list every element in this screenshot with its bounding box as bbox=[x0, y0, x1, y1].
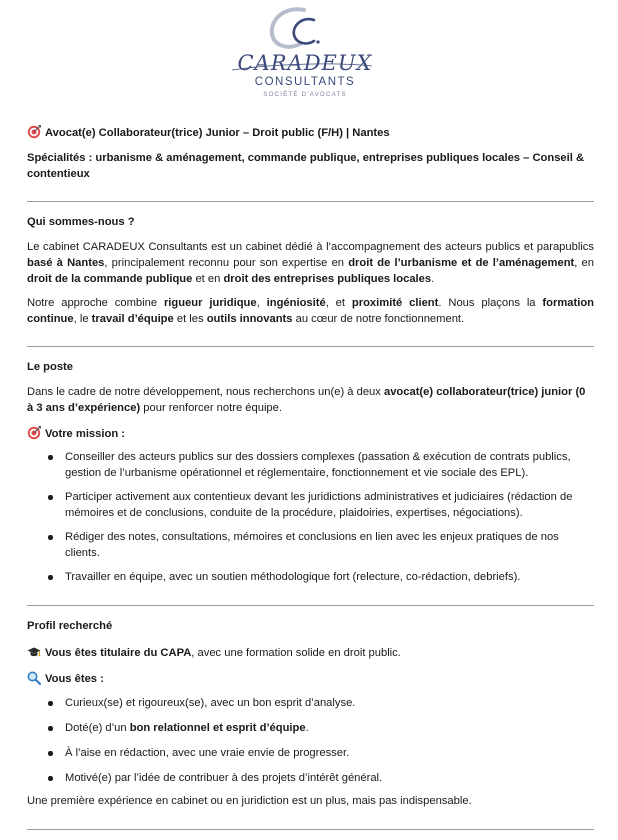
qualities-list bbox=[27, 695, 594, 786]
list-item: Curieux(se) et rigoureux(se), avec un bon esprit d’analyse. bbox=[27, 695, 594, 711]
specialties bbox=[27, 150, 594, 182]
logo-consultants: CONSULTANTS bbox=[254, 76, 356, 88]
specialties-text: Spécialités : urbanisme & aménagement, commande publique, entreprises publiques locales – Conseil & contentieux bbox=[27, 152, 585, 180]
section-heading-about: Qui sommes-nous ? bbox=[27, 216, 135, 228]
section-heading-profil: Profil recherché bbox=[27, 620, 113, 632]
divider bbox=[27, 201, 594, 202]
logo-name: CARADEUX bbox=[237, 51, 373, 75]
section-heading-poste: Le poste bbox=[27, 361, 74, 373]
logo-graphic bbox=[212, 4, 382, 102]
magnifier-icon bbox=[27, 671, 41, 685]
target-icon bbox=[27, 125, 41, 139]
about-paragraph-2: Notre approche combine rigueur juridique, ingéniosité, et proximité client. Nous plaçons la formation continue, le travail d’équipe et les outils innovants au cœur de notre fonctionnement. bbox=[27, 297, 595, 325]
list-item: Participer activement aux contentieux devant les juridictions administratives et judiciaires (rédaction de mémoires et de conclusions, conduite de la procédure, plaidoiries, expertises, négociations). bbox=[27, 489, 594, 521]
list-item: Rédiger des notes, consultations, mémoires et conclusions en lien avec les enjeux pratiques de nos clients. bbox=[27, 529, 594, 561]
divider bbox=[27, 829, 594, 830]
graduation-cap-icon bbox=[27, 645, 41, 659]
list-item: Travailler en équipe, avec un soutien méthodologique fort (relecture, co-rédaction, debriefs). bbox=[27, 569, 594, 585]
divider bbox=[27, 605, 594, 606]
list-item: À l’aise en rédaction, avec une vraie envie de progresser. bbox=[27, 745, 594, 761]
capa-line: Vous êtes titulaire du CAPA, avec une formation solide en droit public. bbox=[27, 645, 594, 661]
poste-intro: Dans le cadre de notre développement, nous recherchons un(e) à deux avocat(e) collaborateur(trice) junior (0 à 3 ans d’expérience) pour renforcer notre équipe. bbox=[27, 386, 586, 414]
mission-list bbox=[27, 449, 594, 585]
list-item: Doté(e) d’un bon relationnel et esprit d’équipe. bbox=[27, 720, 594, 736]
list-item: Motivé(e) par l’idée de contribuer à des projets d’intérêt général. bbox=[27, 770, 594, 786]
about-paragraph-1: Le cabinet CARADEUX Consultants est un cabinet dédié à l’accompagnement des acteurs publics et parapublics basé à Nantes, principalement reconnu pour son expertise en droit de l’urbanisme et de l’aménagement, en droit de la commande publique et en droit des entreprises publiques locales. bbox=[27, 241, 594, 285]
mission-heading: Votre mission : bbox=[27, 426, 594, 442]
target-icon bbox=[27, 426, 41, 440]
caradeux-logo bbox=[212, 4, 382, 102]
closing-note: Une première expérience en cabinet ou en juridiction est un plus, mais pas indispensable. bbox=[27, 795, 472, 807]
logo-societe: SOCIÉTÉ D'AVOCATS bbox=[263, 91, 347, 98]
divider bbox=[27, 346, 594, 347]
vous-heading: Vous êtes : bbox=[27, 671, 594, 687]
job-title bbox=[27, 125, 594, 141]
job-title-text: Avocat(e) Collaborateur(trice) Junior – Droit public (F/H) | Nantes bbox=[45, 127, 390, 139]
list-item: Conseiller des acteurs publics sur des dossiers complexes (passation & exécution de contrats publics, gestion de l’urbanisme opérationnel et réglementaire, fonctionnement et vie sociale des EPL). bbox=[27, 449, 594, 481]
